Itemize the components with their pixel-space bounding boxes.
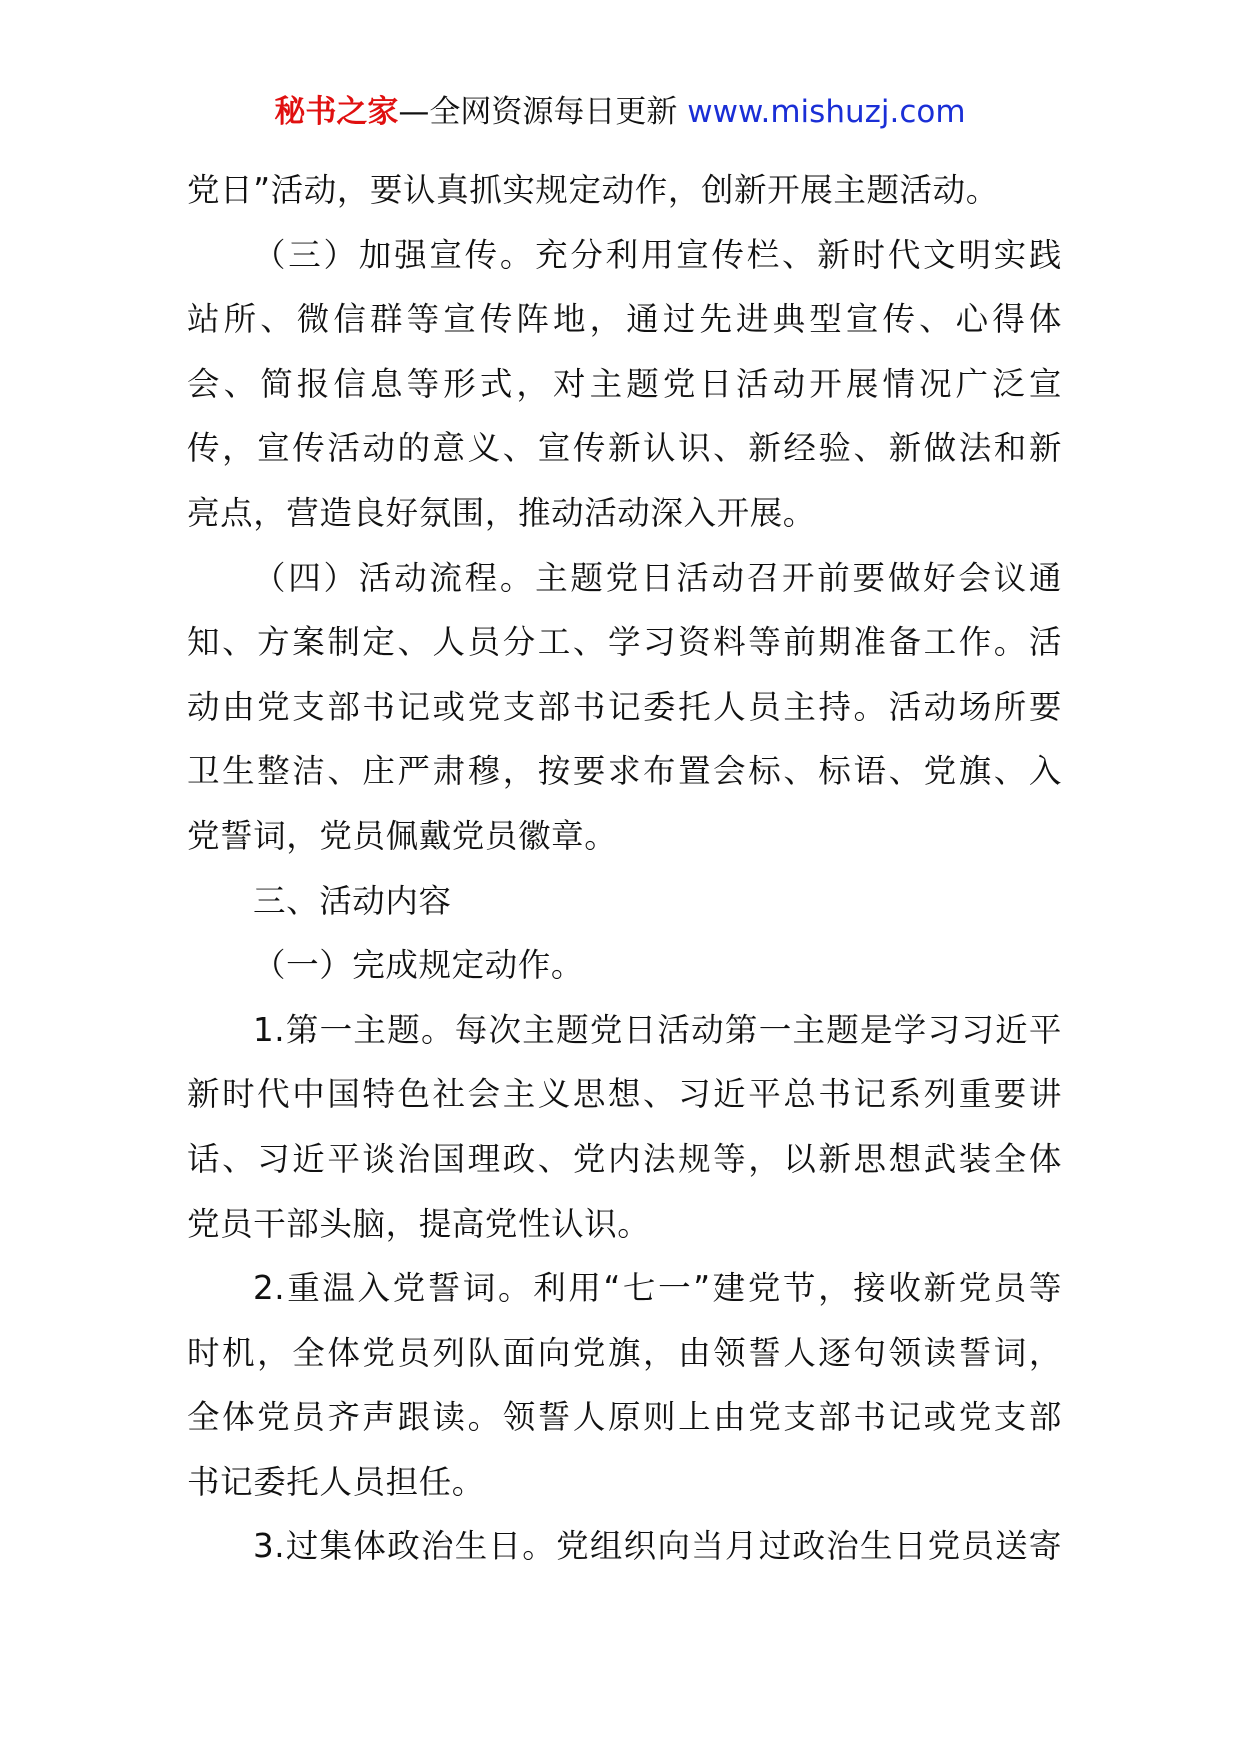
text-line: 动由党支部书记或党支部书记委托人员主持。活动场所要 (187, 687, 1062, 726)
site-tagline: —全网资源每日更新 (398, 94, 678, 130)
document-body (187, 158, 1062, 1579)
text-line: 亮点，营造良好氛围，推动活动深入开展。 (187, 493, 816, 532)
paragraph-start-line: 2.重温入党誓词。利用“七一”建党节，接收新党员等 (253, 1269, 1062, 1308)
paragraph-start-line: 1.第一主题。每次主题党日活动第一主题是学习习近平 (253, 1010, 1062, 1049)
text-line: 会、简报信息等形式，对主题党日活动开展情况广泛宣 (187, 364, 1062, 403)
site-url-link[interactable]: www.mishuzj.com (687, 94, 966, 130)
paragraph-start-line: （四）活动流程。主题党日活动召开前要做好会议通 (253, 558, 1062, 597)
text-line: 书记委托人员担任。 (187, 1462, 485, 1501)
subsection-heading: （一）完成规定动作。 (253, 946, 585, 985)
text-line: 党日”活动，要认真抓实规定动作，创新开展主题活动。 (187, 171, 999, 209)
text-line: 知、方案制定、人员分工、学习资料等前期准备工作。活 (187, 623, 1062, 662)
text-line: 时机，全体党员列队面向党旗，由领誓人逐句领读誓词， (187, 1333, 1062, 1372)
text-line: 话、习近平谈治国理政、党内法规等，以新思想武装全体 (187, 1139, 1062, 1178)
text-line: 卫生整洁、庄严肃穆，按要求布置会标、标语、党旗、入 (187, 752, 1062, 791)
site-header (0, 92, 1240, 132)
text-line: 新时代中国特色社会主义思想、习近平总书记系列重要讲 (187, 1075, 1062, 1114)
text-line: 传，宣传活动的意义、宣传新认识、新经验、新做法和新 (187, 429, 1062, 468)
text-line: 党誓词，党员佩戴党员徽章。 (187, 816, 618, 855)
text-line: 全体党员齐声跟读。领誓人原则上由党支部书记或党支部 (187, 1398, 1062, 1437)
text-line: 站所、微信群等宣传阵地，通过先进典型宣传、心得体 (187, 300, 1062, 339)
paragraph-start-line: （三）加强宣传。充分利用宣传栏、新时代文明实践 (253, 235, 1062, 274)
site-brand: 秘书之家 (274, 94, 399, 130)
section-heading: 三、活动内容 (253, 881, 452, 920)
paragraph-start-line: 3.过集体政治生日。党组织向当月过政治生日党员送寄 (253, 1527, 1062, 1566)
text-line: 党员干部头脑，提高党性认识。 (187, 1204, 651, 1243)
